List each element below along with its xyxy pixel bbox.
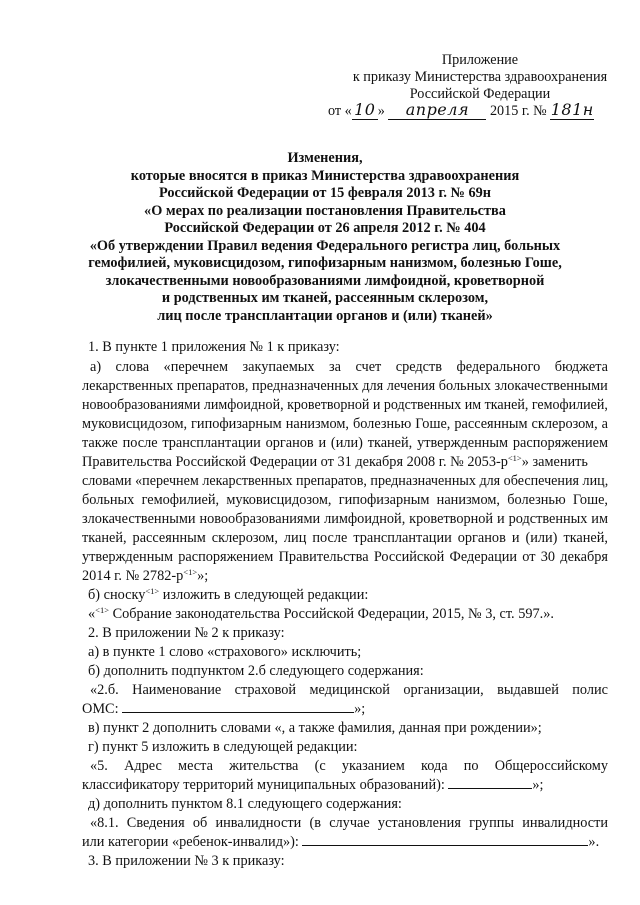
body-line: «8.1. Сведения об инвалидности (в случае установления группы инвалидности [90,815,608,831]
title-line: гемофилией, муковисцидозом, гипофизарным нанизмом, болезнью Гоше, [88,255,562,271]
body-line: больных гемофилией, муковисцидозом, гипофизарным нанизмом, болезнью Гоше, [82,492,608,508]
body-text: Правительства Российской Федерации от 31 декабря 2008 г. № 2053-р [82,454,508,470]
body-line: 1. В пункте 1 приложения № 1 к приказу: [88,339,340,355]
appendix-line: Приложение [441,52,519,68]
title-line: Изменения, [287,150,363,166]
appendix-line: Российской Федерации [409,86,551,102]
document-title [60,150,590,325]
body-line [82,776,544,794]
blank-fill-line [448,776,532,789]
title-line: злокачественными новообразованиями лимфоидной, кроветворной [105,272,545,289]
date-mid: » [377,103,385,119]
date-prefix: от « [328,103,352,119]
title-line: лиц после трансплантации органов и (или) тканей» [157,307,493,324]
title-line: Российской Федерации от 26 апреля 2012 г. № 404 [164,220,486,236]
handwritten-month: апреля [388,101,486,120]
handwritten-day: 10 [352,101,378,120]
body-line: а) в пункте 1 слово «страхового» исключить; [88,644,362,660]
body-text: классификатору территорий муниципальных образований): [82,777,449,793]
body-line [82,567,208,585]
blank-fill-line [122,700,354,713]
body-line: лекарственных препаратов, предназначенных для лечения больных злокачественными [82,378,608,394]
body-line: «2.б. Наименование страховой медицинской организации, выдавшей полис [90,682,608,698]
title-line: «О мерах по реализации постановления Правительства [144,202,506,219]
body-line: а) слова «перечнем закупаемых за счет средств федерального бюджета [90,359,608,375]
body-text: « [88,606,96,622]
body-line: утвержденным распоряжением Правительства Российской Федерации от 30 декабря [82,549,608,565]
body-line: словами «перечнем лекарственных препаратов, предназначенных для обеспечения лиц, [82,473,609,489]
body-text: или категории «ребенок-инвалид»): [82,834,303,850]
body-line: 3. В приложении № 3 к приказу: [88,853,285,869]
body-line: также после трансплантации органов и (или) тканей, утвержденным распоряжением [82,435,608,451]
body-line: новообразованиями лимфоидной, кроветворной и родственных им тканей, гемофилией, [82,397,608,413]
body-line [88,586,368,604]
footnote-ref: <1> [145,586,160,596]
handwritten-number: 181н [550,100,594,119]
appendix-header [335,52,625,103]
body-line: 2. В приложении № 2 к приказу: [88,625,285,641]
body-text: »; [532,777,544,793]
body-text: 2014 г. № 2782-р [82,568,184,584]
body-line: тканей, рассеянным склерозом, лиц после трансплантации органов и (или) тканей, [82,530,608,546]
date-year: 2015 г. № [489,103,547,119]
body-line [82,700,365,718]
title-line: «Об утверждении Правил ведения Федерального регистра лиц, больных [89,237,561,254]
footnote-ref: <1> [507,453,522,463]
footnote-ref: <1> [183,567,198,577]
title-line: и родственных им тканей, рассеянным склерозом, [161,290,489,306]
blank-fill-line [302,833,588,846]
body-text: » заменить [521,454,588,470]
body-line: д) дополнить пунктом 8.1 следующего содержания: [88,796,402,812]
body-text: ». [588,834,600,850]
title-line: Российской Федерации от 15 февраля 2013 г. № 69н [158,185,492,201]
appendix-line: к приказу Министерства здравоохранения [352,69,608,85]
body-line: муковисцидозом, гипофизарным нанизмом, болезнью Гоше, рассеянным склерозом, а [82,416,608,432]
body-text: ОМС: [82,701,123,717]
body-line [82,453,588,471]
body-line [88,605,554,623]
body-text: изложить в следующей редакции: [159,587,369,603]
body-line: злокачественными новообразованиями лимфоидной, кроветворной и родственных им [82,511,608,527]
body-text: б) сноску [88,587,146,603]
body-line: б) дополнить подпунктом 2.б следующего содержания: [88,663,424,679]
body-line: г) пункт 5 изложить в следующей редакции: [88,739,358,755]
order-date-line [328,101,594,120]
footnote-ref: <1> [95,605,109,615]
body-text: »; [354,701,366,717]
body-line: в) пункт 2 дополнить словами «, а также фамилия, данная при рождении»; [88,720,542,736]
body-text: Собрание законодательства Российской Федерации, 2015, № 3, ст. 597.». [109,606,554,622]
title-line: которые вносятся в приказ Министерства здравоохранения [130,167,520,184]
body-line: «5. Адрес места жительства (с указанием кода по Общероссийскому [90,758,608,774]
body-line [82,833,599,851]
body-text: »; [197,568,209,584]
